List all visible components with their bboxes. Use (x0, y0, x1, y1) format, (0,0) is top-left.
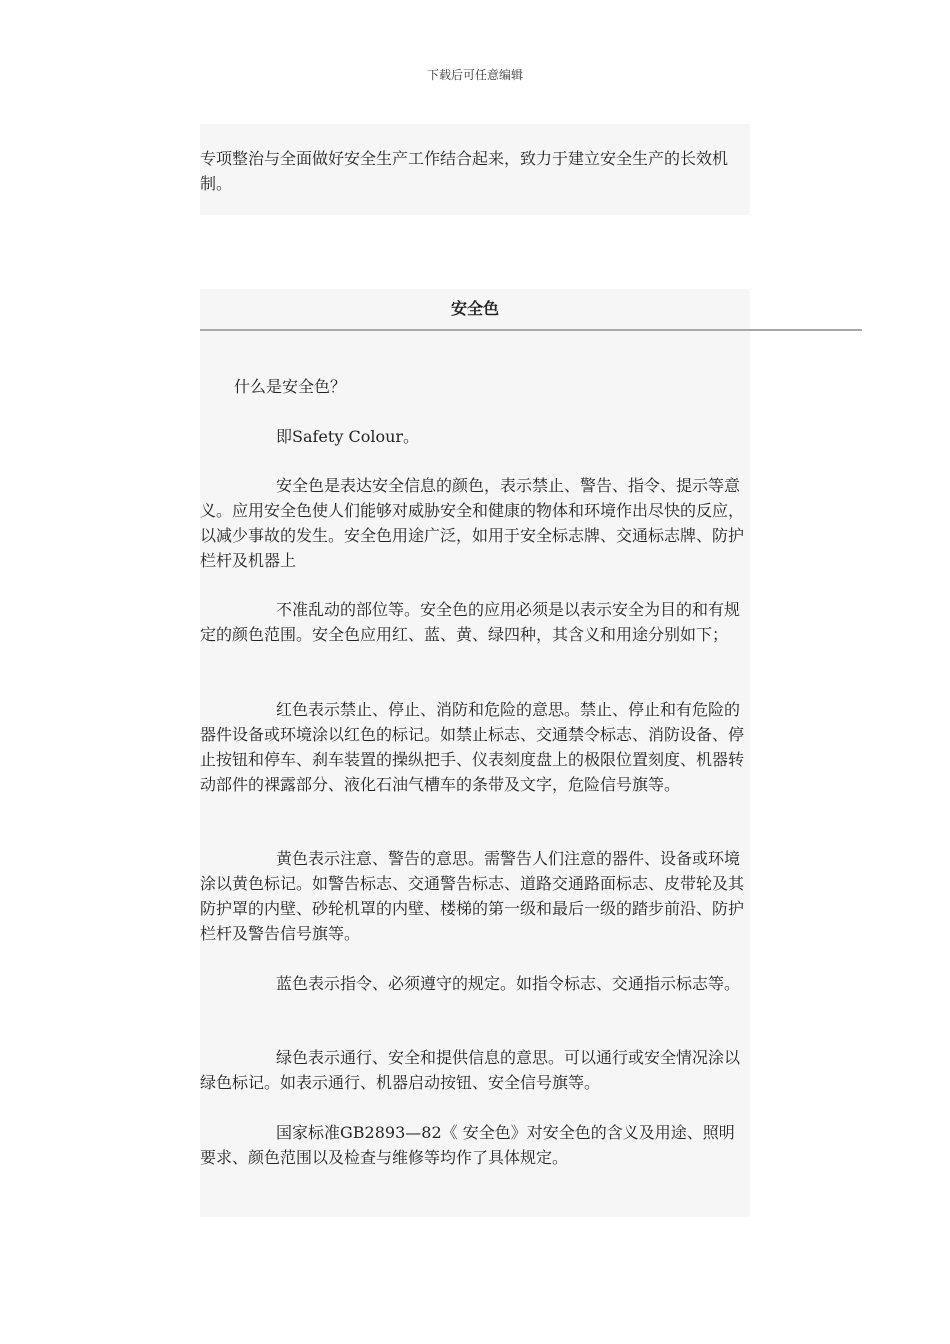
paragraph-yellow: 黄色表示注意、警告的意思。需警告人们注意的器件、设备或环境涂以黄色标记。如警告标志、交通警告标志、道路交通路面标志、皮带轮及其防护罩的内壁、砂轮机罩的内壁、楼梯的第一级和最后一级的踏步前沿、防护栏杆及警告信号旗等。 (200, 849, 745, 943)
paragraph-definition: 安全色是表达安全信息的颜色，表示禁止、警告、指令、提示等意义。应用安全色使人们能够对威胁安全和健康的物体和环境作出尽快的反应，以减少事故的发生。安全色用途广泛，如用于安全标志牌、交通标志牌、防护栏杆及机器上 (200, 476, 745, 570)
title-divider (200, 329, 862, 331)
page-header-note: 下载后可任意编辑 (426, 68, 523, 82)
paragraph-color-range: 不准乱动的部位等。安全色的应用必须是以表示安全为目的和有规定的颜色范围。安全色应用红、蓝、黄、绿四种，其含义和用途分别如下； (200, 600, 741, 644)
paragraph-green: 绿色表示通行、安全和提供信息的意思。可以通行或安全情况涂以绿色标记。如表示通行、机器启动按钮、安全信号旗等。 (200, 1048, 741, 1092)
intro-paragraph: 专项整治与全面做好安全生产工作结合起来，致力于建立安全生产的长效机制。 (200, 149, 729, 193)
paragraph-standard: 国家标准GB2893—82《 安全色》对安全色的含义及用途、照明要求、颜色范围以及检查与维修等均作了具体规定。 (200, 1123, 735, 1167)
paragraph-red: 红色表示禁止、停止、消防和危险的意思。禁止、停止和有危险的器件设备或环境涂以红色的标记。如禁止标志、交通禁令标志、消防设备、停止按钮和停车、刹车装置的操纵把手、仪表刻度盘上的极限位置刻度、机器转动部件的裸露部分、液化石油气槽车的条带及文字，危险信号旗等。 (200, 700, 745, 794)
paragraph-term: 即Safety Colour。 (276, 427, 420, 446)
paragraph-blue: 蓝色表示指令、必须遵守的规定。如指令标志、交通指示标志等。 (276, 974, 741, 993)
section-question: 什么是安全色？ (234, 377, 347, 396)
section-title: 安全色 (450, 299, 499, 318)
